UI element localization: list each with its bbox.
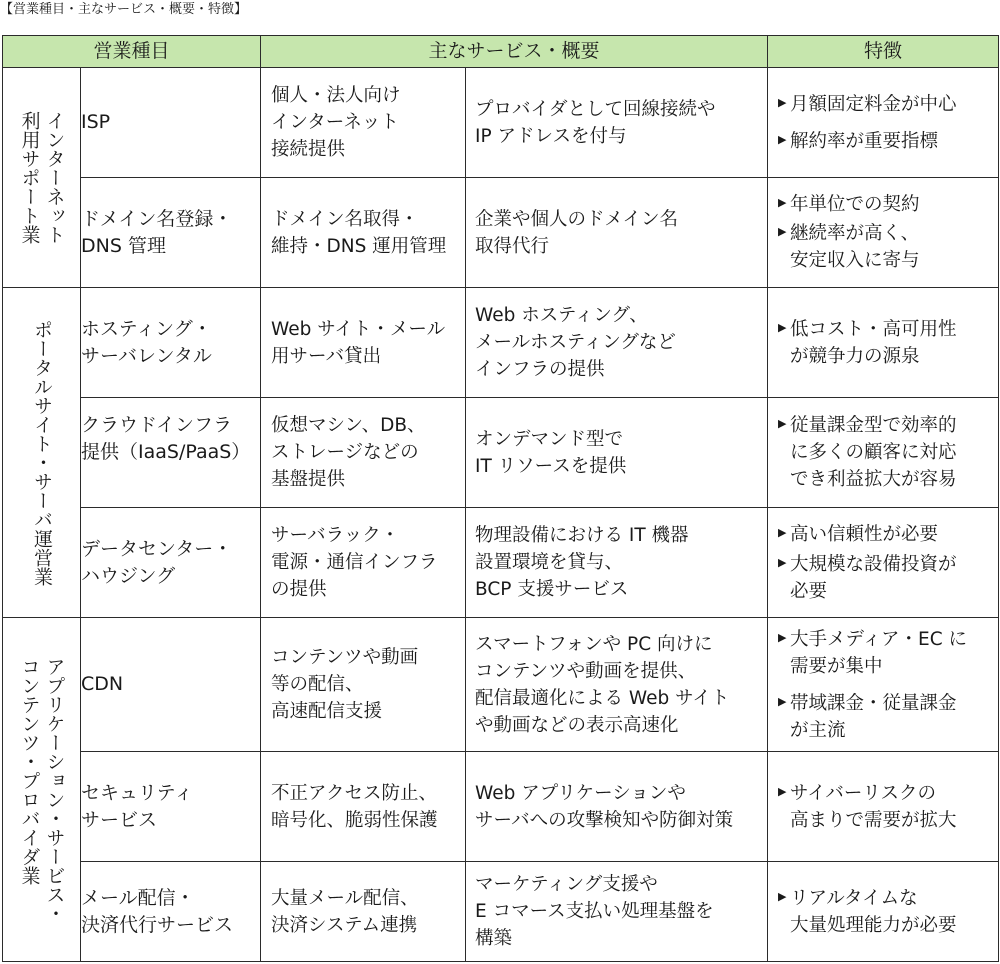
category-cell: メール配信・ 決済代行サービス	[81, 862, 261, 962]
feature-cell	[768, 178, 999, 288]
triangle-bullet-icon: ▶	[778, 694, 787, 708]
feature-item: ▶ 低コスト・高可用性 が競争力の源泉	[778, 316, 998, 370]
group-label-line: ポータルサイト・サーバ運営業	[31, 319, 53, 586]
feature-item: ▶ 大手メディア・EC に 需要が集中	[778, 626, 998, 680]
group-label	[3, 111, 80, 244]
description-cell: 物理設備における IT 機器 設置環境を貸与、 BCP 支援サービス	[466, 508, 768, 618]
description-cell: 企業や個人のドメイン名 取得代行	[466, 178, 768, 288]
description-cell: スマートフォンや PC 向けに コンテンツや動画を提供、 配信最適化による Web サイト や動画などの表示高速化	[466, 618, 768, 752]
feature-cell	[768, 508, 999, 618]
table-caption: 【営業種目・主なサービス・概要・特徴】	[0, 2, 248, 17]
triangle-bullet-icon: ▶	[778, 555, 787, 569]
feature-item: ▶ 従量課金型で効率的 に多くの顧客に対応 でき利益拡大が容易	[778, 412, 998, 493]
table-row	[3, 398, 999, 508]
group-label-line: アプリケーション・サービス・	[43, 656, 66, 923]
feature-item: ▶ 大規模な設備投資が 必要	[778, 551, 998, 605]
header-category: 営業種目	[3, 36, 261, 68]
triangle-bullet-icon: ▶	[778, 630, 787, 644]
feature-cell	[768, 862, 999, 962]
service-cell: 仮想マシン、DB、 ストレージなどの 基盤提供	[261, 398, 466, 508]
feature-item: ▶ 継続率が高く、 安定収入に寄与	[778, 220, 998, 274]
service-cell: ドメイン名取得・ 維持・DNS 運用管理	[261, 178, 466, 288]
description-cell: プロバイダとして回線接続や IP アドレスを付与	[466, 68, 768, 178]
table-row	[3, 618, 999, 752]
business-table	[2, 35, 999, 962]
triangle-bullet-icon: ▶	[778, 225, 787, 238]
feature-item: ▶ 高い信頼性が必要	[778, 521, 998, 548]
service-cell: 個人・法人向け インターネット 接続提供	[261, 68, 466, 178]
category-cell: ホスティング・ サーバレンタル	[81, 288, 261, 398]
triangle-bullet-icon: ▶	[778, 525, 787, 539]
service-cell: 大量メール配信、 決済システム連携	[261, 862, 466, 962]
service-cell: 不正アクセス防止、 暗号化、脆弱性保護	[261, 752, 466, 862]
group-cell	[3, 288, 81, 618]
triangle-bullet-icon: ▶	[778, 784, 787, 798]
triangle-bullet-icon: ▶	[778, 889, 787, 903]
description-cell: マーケティング支援や E コマース支払い処理基盤を 構築	[466, 862, 768, 962]
header-feature: 特徴	[768, 36, 999, 68]
table-row	[3, 68, 999, 178]
table-row	[3, 862, 999, 962]
header-service: 主なサービス・概要	[261, 36, 768, 68]
feature-cell	[768, 398, 999, 508]
feature-item: ▶ 解約率が重要指標	[778, 128, 998, 155]
feature-cell	[768, 618, 999, 752]
group-label-line: コンテンツ・プロバイダ業	[18, 656, 41, 885]
description-cell: Web ホスティング、 メールホスティングなど インフラの提供	[466, 288, 768, 398]
category-cell: CDN	[81, 618, 261, 752]
header-row	[3, 36, 999, 68]
service-cell: コンテンツや動画 等の配信、 高速配信支援	[261, 618, 466, 752]
service-cell: サーバラック・ 電源・通信インフラ の提供	[261, 508, 466, 618]
group-cell	[3, 618, 81, 962]
group-label-line: 利用サポート業	[18, 111, 41, 244]
feature-item: ▶ 帯域課金・従量課金 が主流	[778, 690, 998, 744]
triangle-bullet-icon: ▶	[778, 196, 787, 209]
feature-item: ▶ 年単位での契約	[778, 191, 998, 218]
triangle-bullet-icon: ▶	[778, 320, 787, 334]
category-cell: ISP	[81, 68, 261, 178]
feature-item: ▶ 月額固定料金が中心	[778, 91, 998, 118]
description-cell: オンデマンド型で IT リソースを提供	[466, 398, 768, 508]
feature-cell	[768, 68, 999, 178]
description-cell: Web アプリケーションや サーバへの攻撃検知や防御対策	[466, 752, 768, 862]
triangle-bullet-icon: ▶	[778, 417, 787, 430]
feature-item: ▶ リアルタイムな 大量処理能力が必要	[778, 885, 998, 939]
feature-cell	[768, 288, 999, 398]
group-cell	[3, 68, 81, 288]
group-label-line: インターネット	[43, 111, 66, 244]
group-label	[3, 320, 80, 586]
category-cell: ドメイン名登録・ DNS 管理	[81, 178, 261, 288]
table-row	[3, 752, 999, 862]
group-label	[3, 657, 80, 923]
service-cell: Web サイト・メール 用サーバ貸出	[261, 288, 466, 398]
table-row	[3, 178, 999, 288]
feature-item: ▶ サイバーリスクの 高まりで需要が拡大	[778, 780, 998, 834]
triangle-bullet-icon: ▶	[778, 132, 787, 146]
category-cell: データセンター・ ハウジング	[81, 508, 261, 618]
feature-cell	[768, 752, 999, 862]
category-cell: クラウドインフラ 提供（IaaS/PaaS）	[81, 398, 261, 508]
table-row	[3, 288, 999, 398]
table-row	[3, 508, 999, 618]
category-cell: セキュリティ サービス	[81, 752, 261, 862]
triangle-bullet-icon: ▶	[778, 95, 787, 109]
